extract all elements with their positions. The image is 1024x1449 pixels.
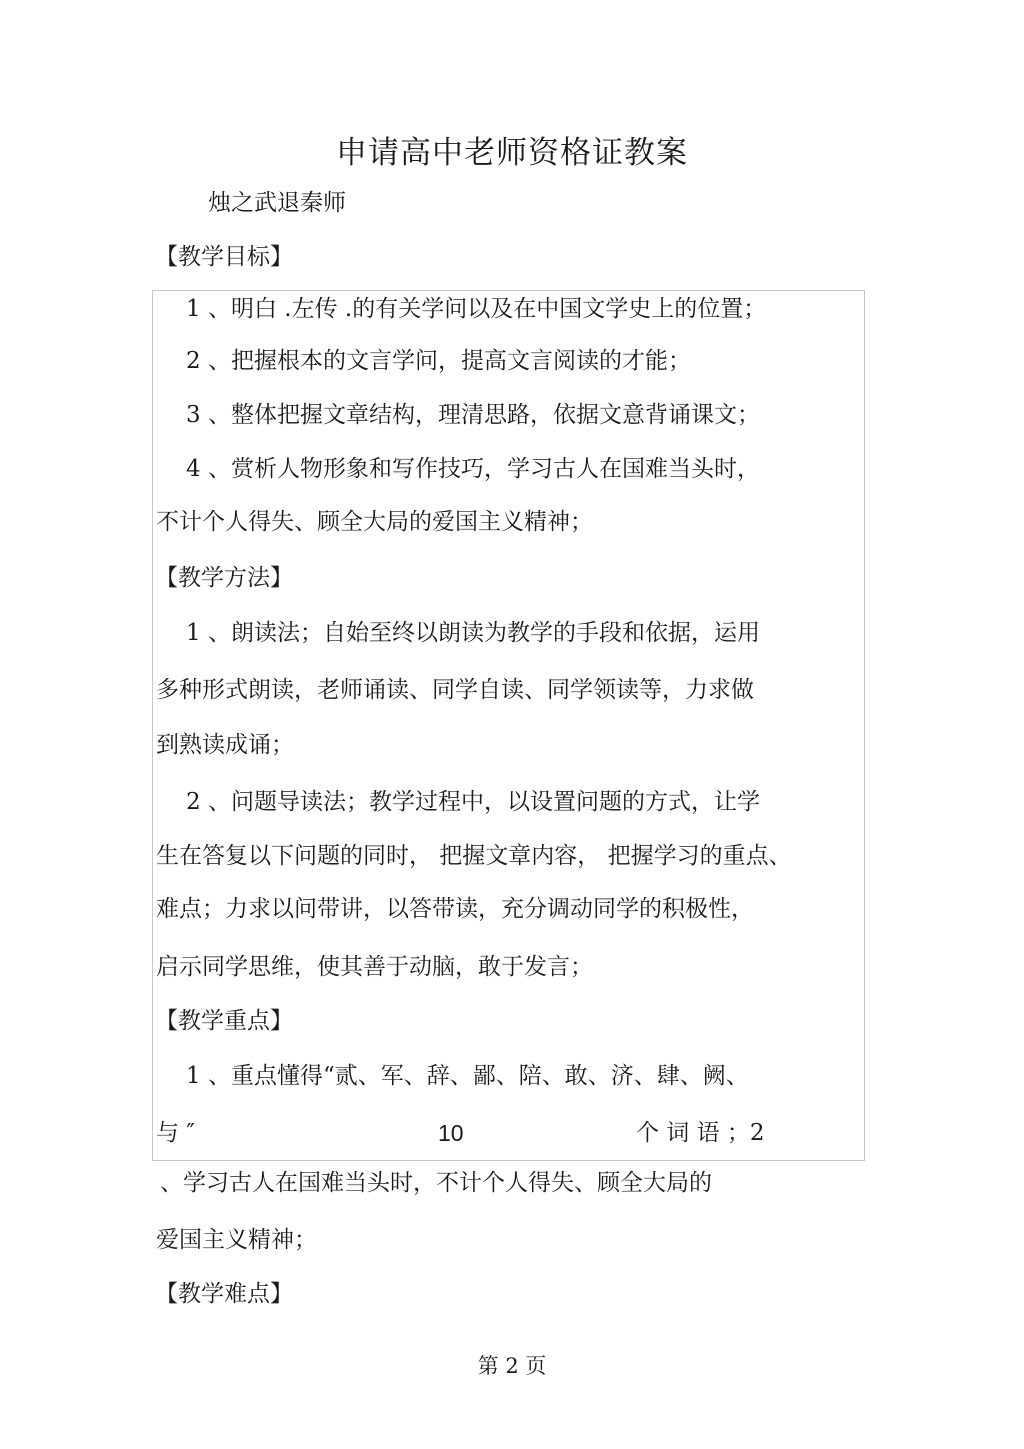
method-line-7: 启示同学思维，使其善于动脑，敢于发言； bbox=[156, 954, 593, 980]
key-point-word-count: 10 bbox=[438, 1120, 464, 1146]
key-point-split-right: 个 词 语 ；2 bbox=[636, 1120, 765, 1146]
method-line-6: 难点；力求以问带讲，以答带读，充分调动同学的积极性， bbox=[156, 896, 754, 922]
objective-line-4: 4 、赏析人物形象和写作技巧，学习古人在国难当头时， bbox=[186, 456, 760, 482]
method-line-4: 2 、问题导读法；教学过程中，以设置问题的方式，让学 bbox=[186, 789, 760, 815]
objective-line-3: 3 、整体把握文章结构，理清思路，依据文意背诵课文； bbox=[186, 402, 760, 428]
section-heading-objectives: 【教学目标】 bbox=[155, 244, 293, 270]
method-line-2: 多种形式朗读，老师诵读、同学自读、同学领读等，力求做 bbox=[156, 677, 754, 703]
objective-line-1: 1 、明白 .左传 .的有关学问以及在中国文学史上的位置； bbox=[186, 296, 767, 322]
key-point-line-1: 1 、重点懂得“贰、军、辞、鄙、陪、敢、济、肆、阙、 bbox=[186, 1063, 749, 1089]
document-title: 申请高中老师资格证教案 bbox=[336, 135, 688, 171]
method-line-1: 1 、朗读法；自始至终以朗读为教学的手段和依据，运用 bbox=[186, 620, 760, 646]
objective-line-5: 不计个人得失、顾全大局的爱国主义精神； bbox=[156, 509, 593, 535]
method-line-5: 生在答复以下问题的同时， 把握文章内容， 把握学习的重点、 bbox=[156, 843, 792, 869]
section-heading-methods: 【教学方法】 bbox=[155, 565, 293, 591]
key-point-line-2: 、学习古人在国难当头时，不计个人得失、顾全大局的 bbox=[160, 1170, 712, 1196]
section-heading-difficulties: 【教学难点】 bbox=[155, 1281, 293, 1307]
section-heading-key-points: 【教学重点】 bbox=[155, 1008, 293, 1034]
document-subtitle: 烛之武退秦师 bbox=[208, 190, 346, 216]
objective-line-2: 2 、把握根本的文言学问，提高文言阅读的才能； bbox=[186, 348, 691, 374]
method-line-3: 到熟读成诵； bbox=[156, 732, 294, 758]
page-number-footer: 第 2 页 bbox=[477, 1354, 547, 1378]
key-point-split-left: 与 ″ bbox=[156, 1120, 195, 1146]
key-point-line-3: 爱国主义精神； bbox=[156, 1227, 317, 1253]
